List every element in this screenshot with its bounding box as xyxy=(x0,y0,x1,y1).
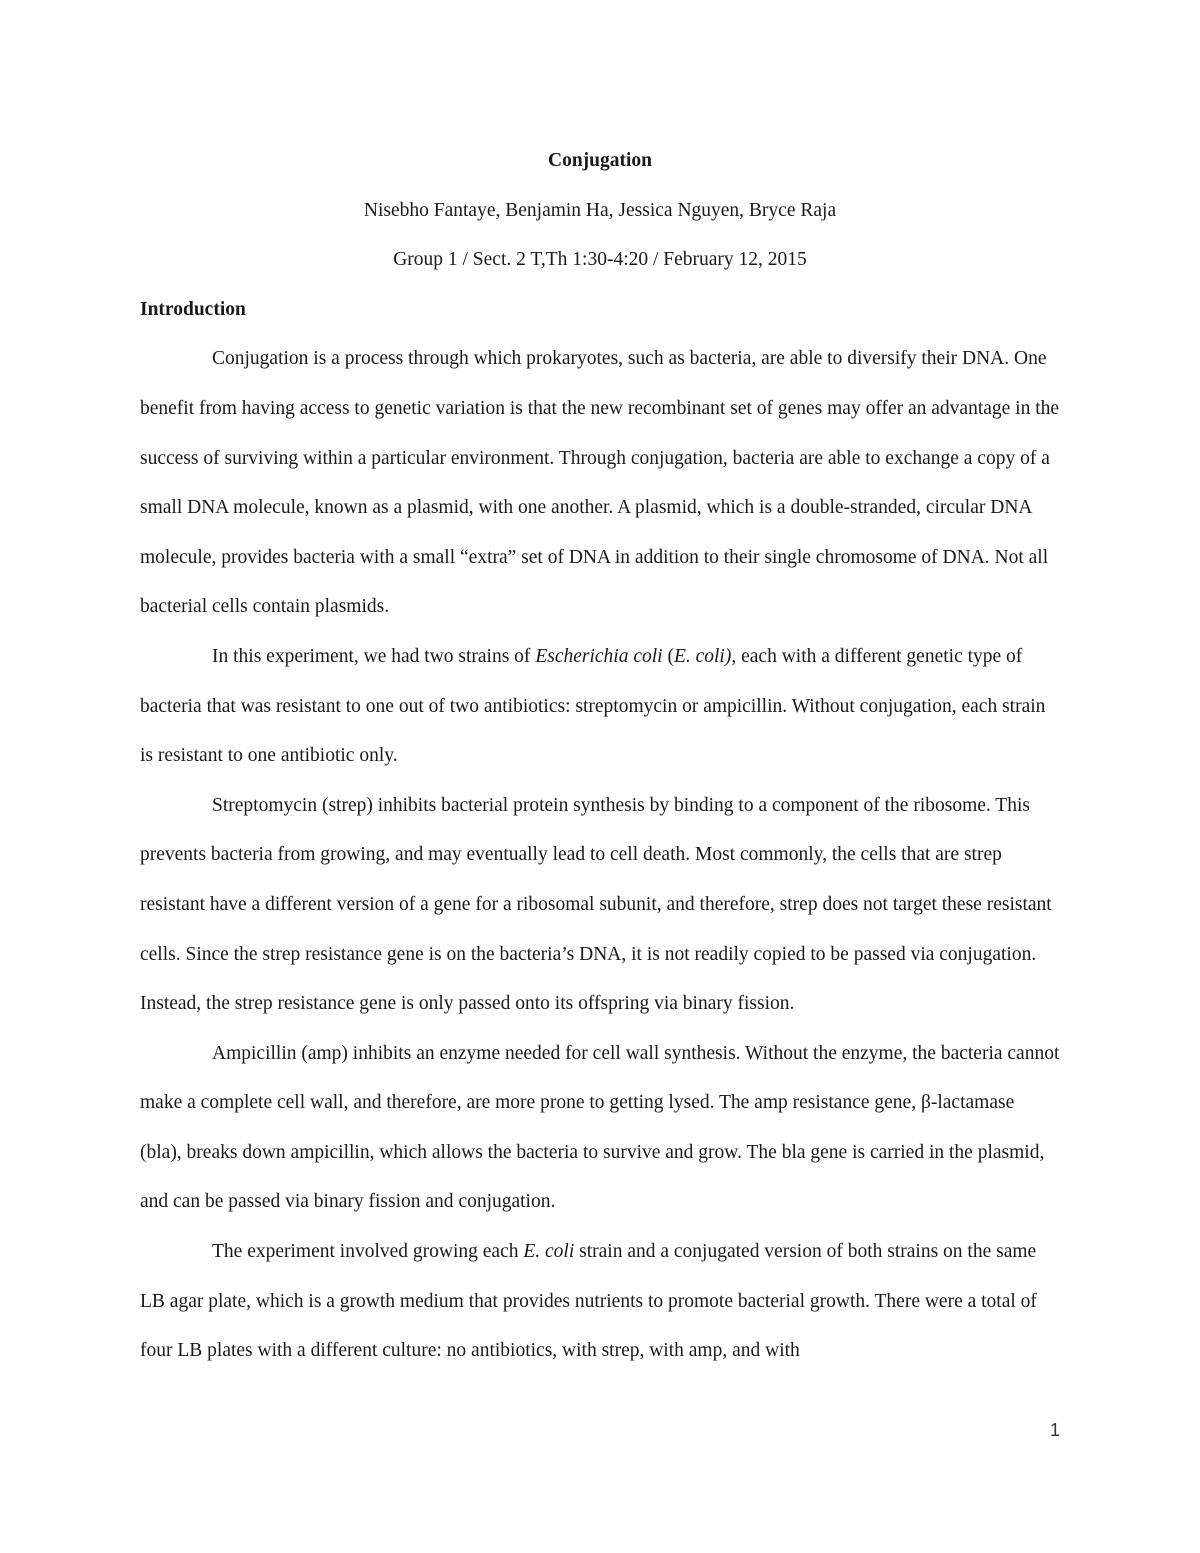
paragraph-conjugation-overview: Conjugation is a process through which prokaryotes, such as bacteria, are able to diversify their DNA. One benefit from having access to genetic variation is that the new recombinant set of genes may offer an advantage in the success of surviving within a particular environment. Through conjugation, bacteria are able to exchange a copy of a small DNA molecule, known as a plasmid, with one another. A plasmid, which is a double-stranded, circular DNA molecule, provides bacteria with a small “extra” set of DNA in addition to their single chromosome of DNA. Not all bacterial cells contain plasmids. xyxy=(140,348,1060,618)
species-abbreviation: E. coli) xyxy=(673,645,732,667)
section-heading-introduction: Introduction xyxy=(140,298,246,320)
species-name: Escherichia coli xyxy=(535,645,663,667)
page-number: 1 xyxy=(1049,1420,1060,1440)
paragraph-text: , each with a different genetic type of bacteria that was resistant to one out of two antibiotics: streptomycin or ampicillin. Without conjugation, each strain is resistant to one antibiotic only. xyxy=(140,645,1046,767)
paragraph-text: In this experiment, we had two strains of xyxy=(212,645,536,667)
paragraph-text: The experiment involved growing each xyxy=(212,1241,524,1263)
document-title: Conjugation xyxy=(547,150,653,171)
paragraph-experiment-strains xyxy=(140,632,1060,781)
species-abbreviation: E. coli xyxy=(523,1241,575,1263)
author-list: Nisebho Fantaye, Benjamin Ha, Jessica Nguyen, Bryce Raja xyxy=(363,199,837,221)
paragraph-experiment-plates xyxy=(140,1227,1060,1376)
document-body xyxy=(140,136,1060,1376)
paragraph-streptomycin: Streptomycin (strep) inhibits bacterial protein synthesis by binding to a component of the ribosome. This prevents bacteria from growing, and may eventually lead to cell death. Most commonly, the cells that are strep resistant have a different version of a gene for a ribosomal subunit, and therefore, strep does not target these resistant cells. Since the strep resistance gene is on the bacteria’s DNA, it is not readily copied to be passed via conjugation. Instead, the strep resistance gene is only passed onto its offspring via binary fission. xyxy=(140,794,1052,1015)
paragraph-text: strain and a conjugated version of both strains on the same LB agar plate, which is a growth medium that provides nutrients to promote bacterial growth. There were a total of four LB plates with a different culture: no antibiotics, with strep, with amp, and with xyxy=(140,1241,1037,1362)
group-section-date: Group 1 / Sect. 2 T,Th 1:30-4:20 / February 12, 2015 xyxy=(393,249,807,271)
paragraph-text: ( xyxy=(662,645,674,667)
paragraph-ampicillin: Ampicillin (amp) inhibits an enzyme needed for cell wall synthesis. Without the enzyme, the bacteria cannot make a complete cell wall, and therefore, are more prone to getting lysed. The amp resistance gene, β-lactamase (bla), breaks down ampicillin, which allows the bacteria to survive and grow. The bla gene is carried in the plasmid, and can be passed via binary fission and conjugation. xyxy=(140,1042,1060,1213)
